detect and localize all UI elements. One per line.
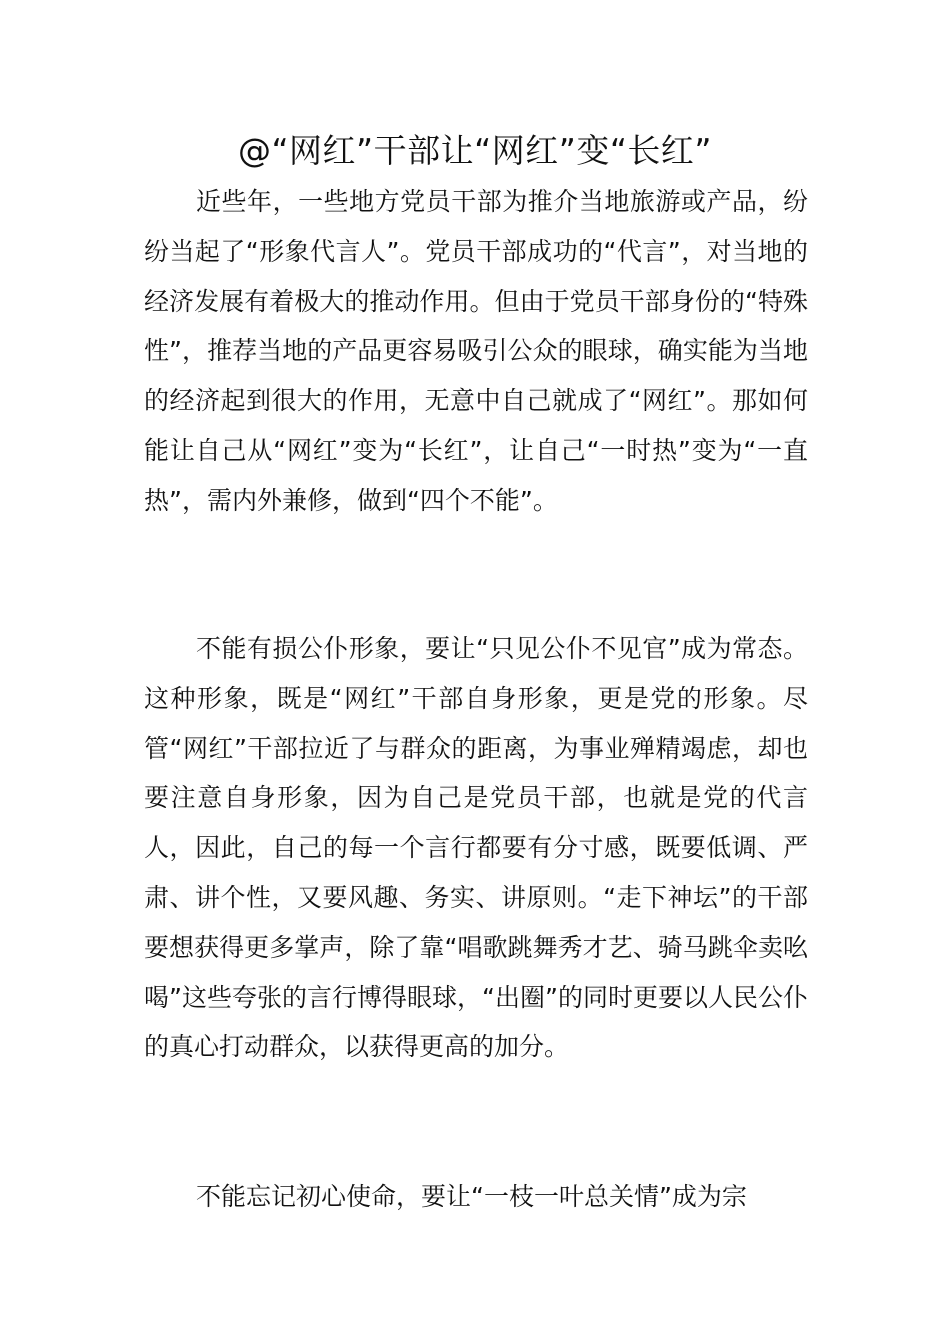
- paragraph-original-mission: 不能忘记初心使命，要让“一枝一叶总关情”成为宗: [196, 1182, 747, 1211]
- document-title: @“网红”干部让“网红”变“长红”: [237, 131, 713, 170]
- paragraph-intro: 近些年，一些地方党员干部为推介当地旅游或产品，纷纷当起了“形象代言人”。党员干部成功的“代言”，对当地的经济发展有着极大的推动作用。但由于党员干部身份的“特殊性”，推荐当地的产品更容易吸引公众的眼球，确实能为当地的经济起到很大的作用，无意中自己就成了“网红”。那如何能让自己从“网红”变为“长红”，让自己“一时热”变为“一直热”，需内外兼修，做到“四个不能”。: [144, 187, 808, 515]
- paragraph-public-image: 不能有损公仆形象，要让“只见公仆不见官”成为常态。这种形象，既是“网红”干部自身形象，更是党的形象。尽管“网红”干部拉近了与群众的距离，为事业殚精竭虑，却也要注意自身形象，因为自己是党员干部，也就是党的代言人，因此，自己的每一个言行都要有分寸感，既要低调、严肃、讲个性，又要风趣、务实、讲原则。“走下神坛”的干部要想获得更多掌声，除了靠“唱歌跳舞秀才艺、骑马跳伞卖吆喝”这些夸张的言行博得眼球，“出圈”的同时更要以人民公仆的真心打动群众，以获得更高的加分。: [144, 634, 808, 1062]
